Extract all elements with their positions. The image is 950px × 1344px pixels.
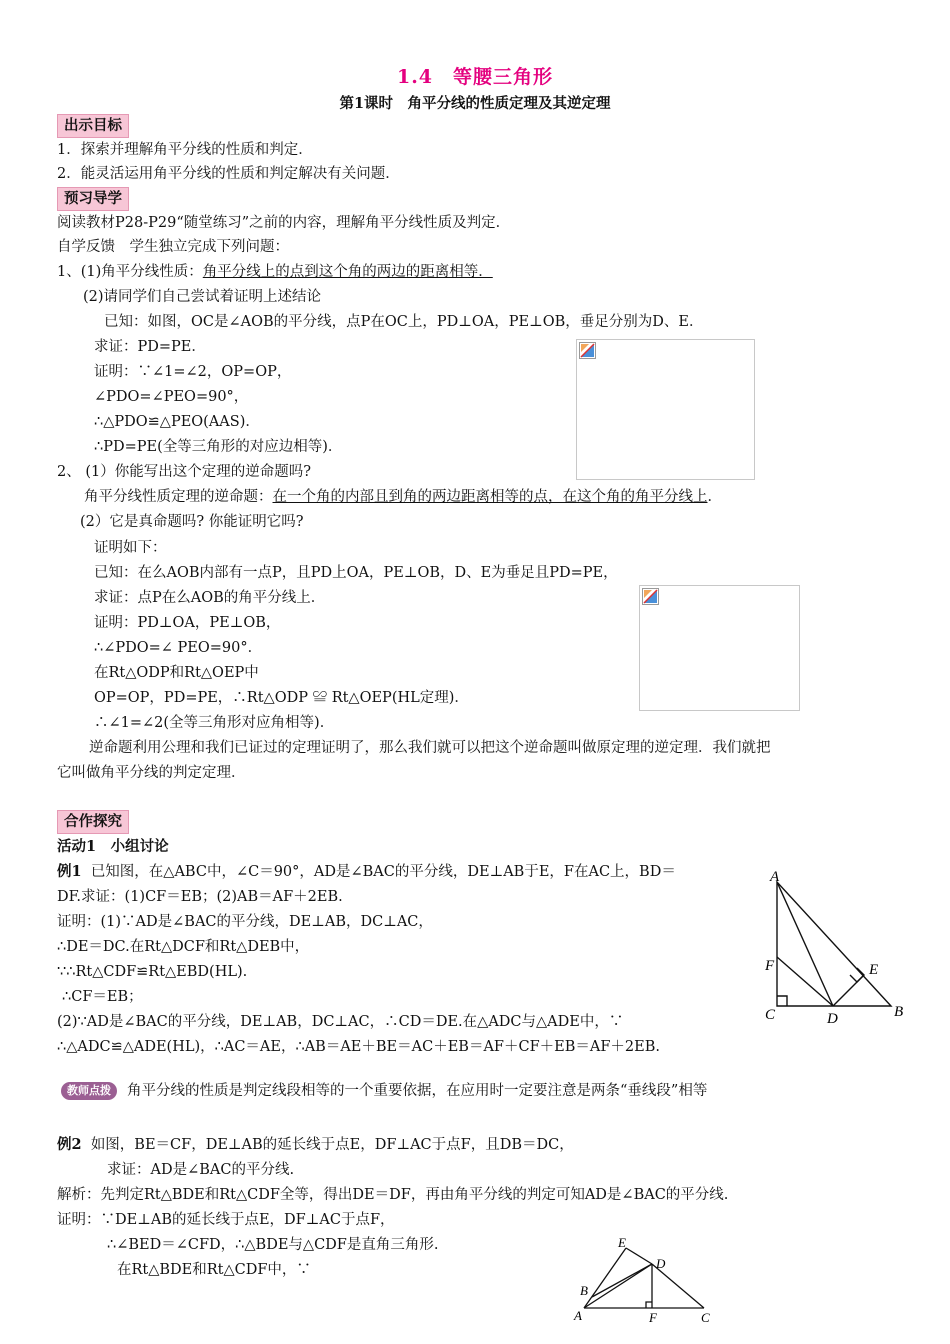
example-1-text: DF.求证：(1)CF＝EB；(2)AB＝AF＋2EB. [57, 889, 343, 905]
question-2-1: 2、 (1）你能写出这个定理的逆命题吗? [57, 464, 311, 480]
figure-placeholder [576, 339, 755, 480]
preview-read: 阅读教材P28-P29“随堂练习”之前的内容，理解角平分线性质及判定． [57, 215, 511, 231]
vertex-label-f: F [649, 1310, 657, 1325]
vertex-label-c: C [701, 1310, 710, 1325]
vertex-label-b: B [580, 1283, 588, 1298]
conclusion: 逆命题利用公理和我们已证过的定理证明了，那么我们就可以把这个逆命题叫做原定理的逆定理．我们就把 [89, 740, 771, 756]
question-2-prefix: 角平分线性质定理的逆命题： [84, 489, 273, 505]
example-2-statement [57, 1134, 574, 1156]
question-1 [57, 261, 493, 283]
example-1-text: 已知图，在△ABC中，∠C＝90°，AD是∠BAC的平分线，DE⊥AB于E，F在AC上，BD＝ [90, 864, 676, 880]
broken-image-icon [579, 342, 596, 359]
known-1: 已知：如图，OC是∠AOB的平分线，点P在OC上，PD⊥OA，PE⊥OB，垂足分别为D、E． [104, 314, 704, 330]
proof-2-line: OP=OP，PD=PE，∴Rt△ODP ≌ Rt△OEP(HL定理)． [94, 690, 469, 706]
example-1-label: 例1 [57, 863, 82, 880]
example-1-proof: ∴△ADC≌△ADE(HL)，∴AC＝AE，∴AB＝AE＋BE＝AC＋EB＝AF＋CF＋EB＝AF＋2EB. [57, 1039, 660, 1055]
prove-1: 求证：PD=PE． [94, 339, 206, 355]
example-1-proof: ∴DE＝DC.在Rt△DCF和Rt△DEB中， [57, 939, 310, 955]
example-1-proof: ∴CF＝EB； [62, 989, 143, 1005]
question-1-prefix: 1、(1)角平分线性质： [57, 264, 203, 280]
example-2-proof: ∴∠BED＝∠CFD，∴△BDE与△CDF是直角三角形. [107, 1237, 439, 1253]
teacher-tip-text: 角平分线的性质是判定线段相等的一个重要依据，在应用时一定要注意是两条“垂线段”相等 [127, 1083, 708, 1099]
vertex-label-a: A [574, 1308, 582, 1323]
figure-triangle-abc [765, 870, 915, 1025]
example-2-text: 如图，BE＝CF，DE⊥AB的延长线于点E，DF⊥AC于点F，且DB＝DC， [90, 1137, 574, 1153]
proof-2-line: ∴∠PDO=∠ PEO=90°． [94, 640, 263, 656]
example-1-proof: ∵∴Rt△CDF≌Rt△EBD(HL). [57, 964, 248, 980]
proof-2-intro: 证明如下： [94, 540, 167, 556]
section-tag-explore: 合作探究 [57, 810, 129, 834]
proof-1-line: 证明：∵∠1=∠2，OP=OP， [94, 364, 292, 380]
example-2-analysis: 解析：先判定Rt△BDE和Rt△CDF全等，得出DE＝DF，再由角平分线的判定可知AD是∠BAC的平分线. [57, 1187, 729, 1203]
example-2-proof: 在Rt△BDE和Rt△CDF中，∵ [117, 1262, 311, 1278]
page-subtitle: 第1课时 角平分线的性质定理及其逆定理 [339, 95, 611, 112]
vertex-label-a: A [770, 870, 780, 885]
example-2-text: 求证：AD是∠BAC的平分线. [107, 1162, 295, 1178]
example-2-label: 例2 [57, 1136, 82, 1153]
proof-2-line: 在Rt△ODP和Rt△OEP中 [94, 665, 259, 681]
vertex-label-b: B [894, 1004, 904, 1020]
preview-feedback: 自学反馈 学生独立完成下列问题： [57, 239, 289, 255]
proof-1-line: ∴△PDO≌△PEO(AAS)． [94, 414, 260, 430]
goal-item: 2．能灵活运用角平分线的性质和判定解决有关问题． [57, 166, 400, 182]
question-1-answer: 角平分线上的点到这个角的两边的距离相等． [202, 264, 493, 280]
example-2-proof: 证明：∵DE⊥AB的延长线于点E，DF⊥AC于点F， [57, 1212, 395, 1228]
figure-placeholder [639, 585, 800, 711]
question-1-2: (2)请同学们自己尝试着证明上述结论 [83, 289, 322, 305]
teacher-tip-badge: 教师点拨 [61, 1082, 117, 1100]
example-1-proof: (2)∵AD是∠BAC的平分线，DE⊥AB，DC⊥AC，∴CD＝DE.在△ADC与△ADE中，∵ [57, 1014, 624, 1030]
goal-item: 1．探索并理解角平分线的性质和判定． [57, 142, 313, 158]
question-2-answer: 在一个角的内部且到角的两边距离相等的点，在这个角的角平分线上 [272, 489, 708, 505]
vertex-label-e: E [618, 1235, 626, 1250]
page-title: 1.4 等腰三角形 [396, 66, 554, 88]
question-2-end: ． [707, 489, 722, 505]
activity-title: 活动1 小组讨论 [57, 838, 169, 855]
section-tag-preview: 预习导学 [57, 187, 129, 211]
broken-image-icon [642, 588, 659, 605]
known-2: 已知：在么AOB内部有一点P，且PD上OA，PE⊥OB，D、E为垂足且PD=PE， [94, 565, 618, 581]
example-1-proof: 证明：(1)∵AD是∠BAC的平分线，DE⊥AB，DC⊥AC， [57, 914, 433, 930]
question-2-converse [84, 486, 722, 508]
example-1-statement [57, 861, 676, 883]
figure-triangle-abc-2 [570, 1234, 720, 1344]
proof-1-line: ∴PD=PE(全等三角形的对应边相等)． [94, 439, 343, 455]
vertex-label-d: D [656, 1256, 666, 1271]
proof-2-line: ∴∠1=∠2(全等三角形对应角相等)． [94, 715, 335, 731]
proof-2-line: 证明：PD⊥OA，PE⊥OB， [94, 615, 281, 631]
vertex-label-c: C [765, 1007, 776, 1023]
proof-1-line: ∠PDO=∠PEO=90°， [94, 389, 249, 405]
vertex-label-f: F [765, 958, 775, 974]
conclusion: 它叫做角平分线的判定定理． [57, 765, 246, 781]
prove-2: 求证：点P在么AOB的角平分线上． [94, 590, 326, 606]
question-2-2: (2）它是真命题吗? 你能证明它吗? [80, 514, 304, 530]
vertex-label-d: D [827, 1011, 838, 1025]
vertex-label-e: E [869, 962, 879, 978]
section-tag-goals: 出示目标 [57, 114, 129, 138]
